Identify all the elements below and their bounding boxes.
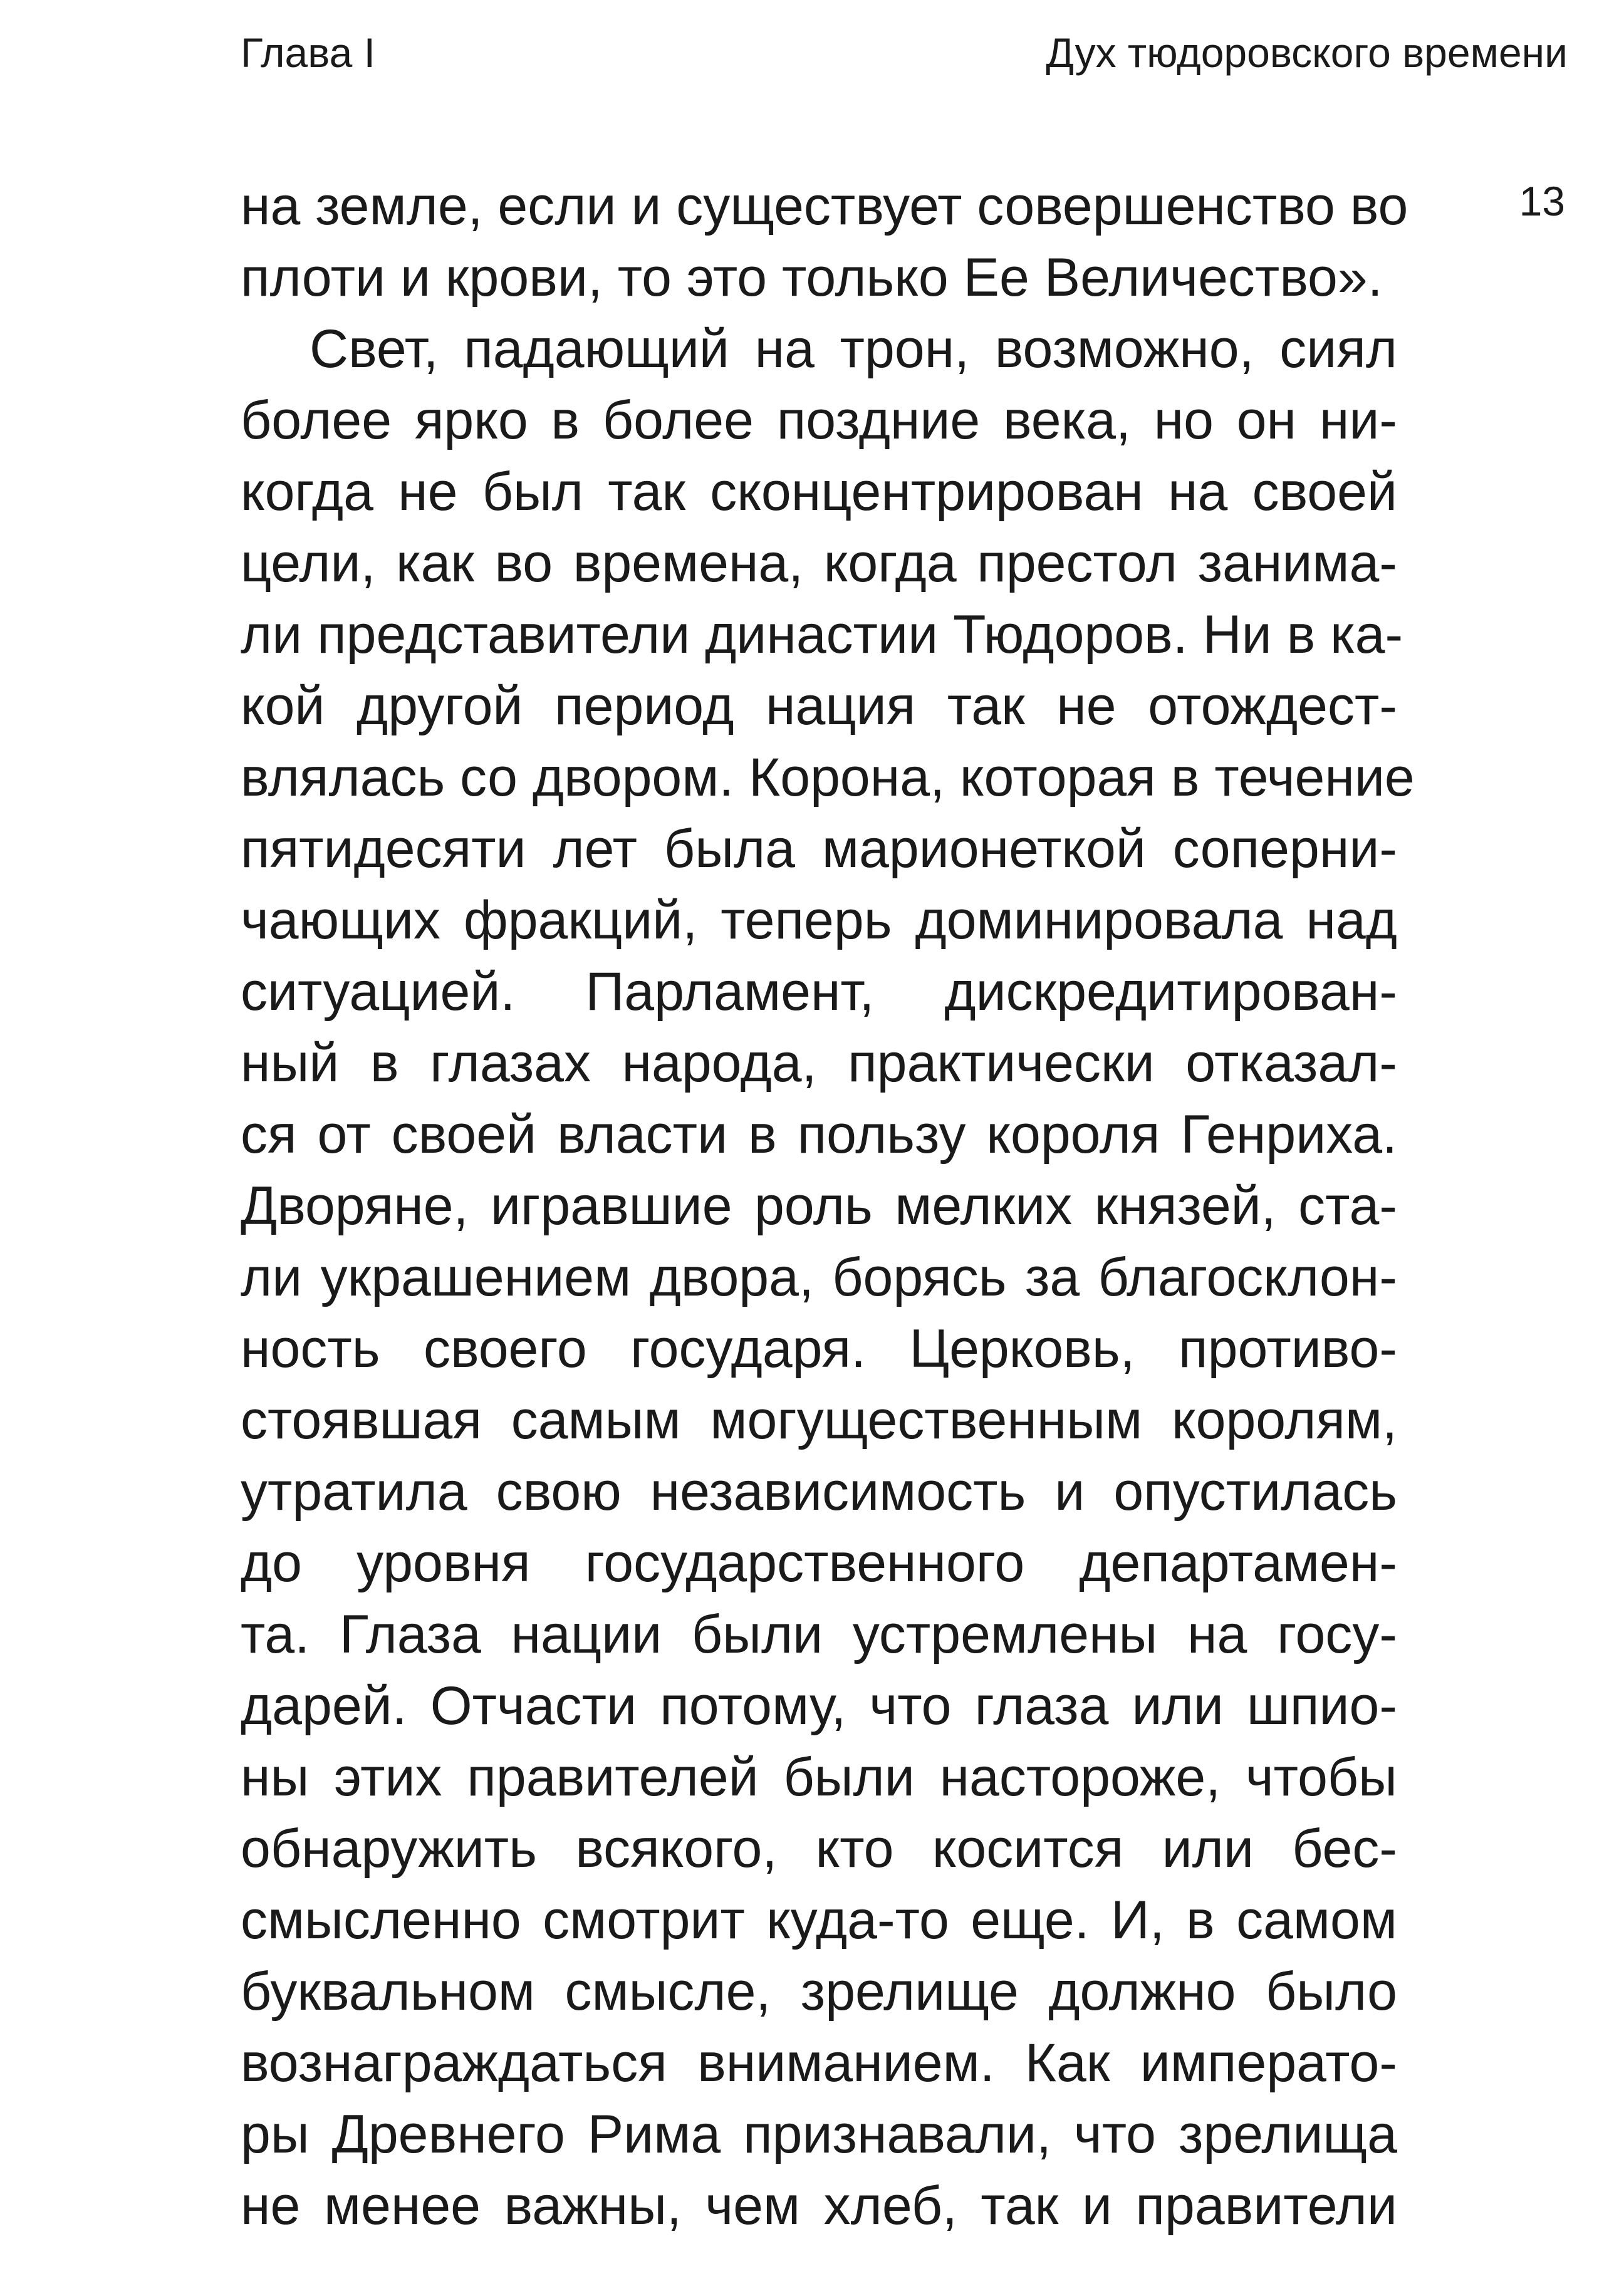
text-line: ли представители династии Тюдоров. Ни в ка- (241, 605, 1403, 665)
text-line: на земле, если и существует совершенство во (241, 176, 1408, 236)
text-line: более ярко в более поздние века, но он ни- (241, 390, 1397, 450)
page-number: 13 (1519, 178, 1565, 224)
text-line: плоти и крови, то это только Ее Величество». (241, 247, 1383, 308)
text-line: обнаружить всякого, кто косится или бес- (241, 1819, 1397, 1879)
text-line: та. Глаза нации были устремлены на госу- (241, 1604, 1397, 1665)
text-line: ся от своей власти в пользу короля Генриха. (241, 1104, 1397, 1165)
text-line: влялась со двором. Корона, которая в течение (241, 747, 1415, 808)
text-line: дарей. Отчасти потому, что глаза или шпио- (241, 1676, 1397, 1736)
text-line: до уровня государственного департамен- (241, 1533, 1397, 1593)
text-line: ры Древнего Рима признавали, что зрелища (241, 2104, 1397, 2164)
text-line: ный в глазах народа, практически отказал- (241, 1033, 1397, 1093)
body-text (241, 170, 1415, 2241)
text-line: ситуацией. Парламент, дискредитирован- (241, 962, 1397, 1022)
text-line: Свет, падающий на трон, возможно, сиял (310, 319, 1397, 379)
text-line: когда не был так сконцентрирован на своей (241, 462, 1397, 522)
text-line: стоявшая самым могущественным королям, (241, 1390, 1397, 1450)
chapter-label: Глава I (241, 29, 375, 76)
text-line: ность своего государя. Церковь, противо- (241, 1319, 1397, 1379)
text-line: вознаграждаться вниманием. Как императо- (241, 2033, 1397, 2093)
text-line: пятидесяти лет была марионеткой соперни- (241, 819, 1397, 879)
text-line: не менее важны, чем хлеб, так и правители (241, 2176, 1397, 2236)
text-line: цели, как во времена, когда престол занима- (241, 533, 1397, 593)
text-line: Дворяне, игравшие роль мелких князей, ста- (241, 1176, 1397, 1236)
text-line: ли украшением двора, борясь за благосклон- (241, 1247, 1397, 1307)
text-line: утратила свою независимость и опустилась (241, 1462, 1397, 1522)
text-line: кой другой период нация так не отождест- (241, 676, 1397, 736)
text-line: чающих фракций, теперь доминировала над (241, 890, 1397, 950)
section-title: Дух тюдоровского времени (1046, 29, 1568, 76)
text-line: ны этих правителей были настороже, чтобы (241, 1747, 1397, 1807)
text-line: смысленно смотрит куда-то еще. И, в самом (241, 1890, 1397, 1950)
text-line: буквальном смысле, зрелище должно было (241, 1961, 1397, 2022)
